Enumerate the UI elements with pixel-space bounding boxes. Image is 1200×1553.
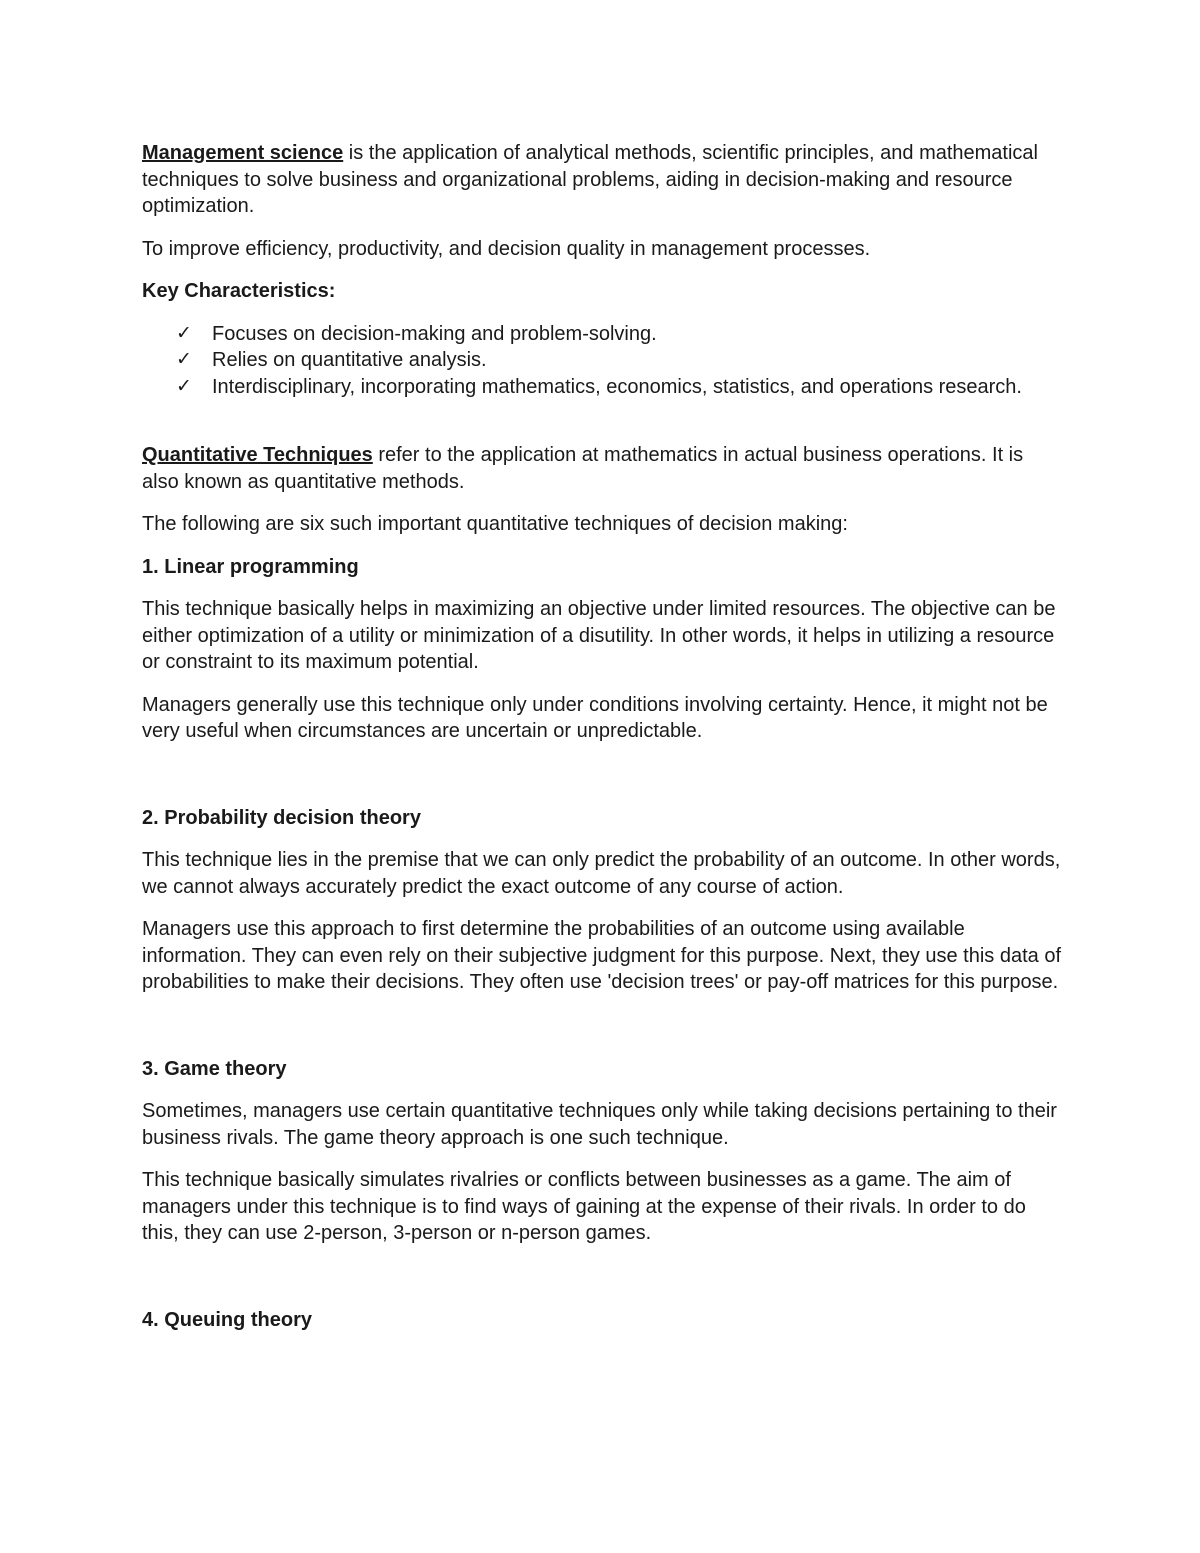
key-characteristics-list [142, 321, 1062, 401]
paragraph: Managers use this approach to first determine the probabilities of an outcome using available information. They can even rely on their subjective judgment for this purpose. Next, they use this data of probabilities to make their decisions. They often use 'decision trees' or pay-off matrices for this purpose. [142, 918, 1062, 993]
list-item-text: Relies on quantitative analysis. [212, 349, 487, 371]
checkmark-icon: ✓ [176, 375, 192, 397]
management-science-definition [142, 140, 1062, 220]
quantitative-techniques-term: Quantitative Techniques [142, 444, 373, 466]
checkmark-icon: ✓ [176, 349, 192, 370]
section-heading-game-theory: 3. Game theory [142, 1057, 287, 1080]
spacer [142, 1263, 1062, 1307]
list-item [142, 374, 1062, 401]
quantitative-techniques-definition-text: refer to the application at mathematics in actual business operations. It is also known as quantitative methods. [142, 444, 1024, 493]
spacer [142, 416, 1062, 442]
section-heading-probability-decision-theory: 2. Probability decision theory [142, 806, 421, 829]
document-page [142, 140, 1062, 1349]
list-item [142, 321, 1062, 348]
purpose-statement: To improve efficiency, productivity, and decision quality in management processes. [142, 237, 871, 260]
checkmark-icon: ✓ [176, 322, 192, 344]
paragraph: This technique lies in the premise that we can only predict the probability of an outcome. In other words, we cannot always accurately predict the exact outcome of any course of action. [142, 849, 1061, 898]
techniques-lead: The following are six such important quantitative techniques of decision making: [142, 513, 848, 535]
list-item-text: Focuses on decision-making and problem-solving. [212, 322, 657, 345]
paragraph: Sometimes, managers use certain quantitative techniques only while taking decisions pertaining to their business rivals. The game theory approach is one such technique. [142, 1100, 1057, 1149]
list-item-text: Interdisciplinary, incorporating mathematics, economics, statistics, and operations research. [212, 375, 1022, 398]
paragraph: This technique basically simulates rivalries or conflicts between businesses as a game. The aim of managers under this technique is to find ways of gaining at the expense of their rivals. In order to do this, they can use 2-person, 3-person or n-person games. [142, 1169, 1026, 1244]
spacer [142, 761, 1062, 805]
key-characteristics-heading: Key Characteristics: [142, 280, 336, 302]
paragraph: Managers generally use this technique only under conditions involving certainty. Hence, it might not be very useful when circumstances are uncertain or unpredictable. [142, 693, 1048, 742]
management-science-term: Management science [142, 142, 344, 164]
management-science-definition-text: is the application of analytical methods, scientific principles, and mathematical techniques to solve business and organizational problems, aiding in decision-making and resource optimization. [142, 142, 1038, 217]
paragraph: This technique basically helps in maximizing an objective under limited resources. The objective can be either optimization of a utility or minimization of a disutility. In other words, it helps in utilizing a resource or constraint to its maximum potential. [142, 598, 1056, 673]
quantitative-techniques-definition [142, 442, 1062, 495]
list-item [142, 347, 1062, 374]
section-heading-queuing-theory: 4. Queuing theory [142, 1308, 313, 1331]
section-heading-linear-programming: 1. Linear programming [142, 555, 359, 578]
spacer [142, 1012, 1062, 1056]
